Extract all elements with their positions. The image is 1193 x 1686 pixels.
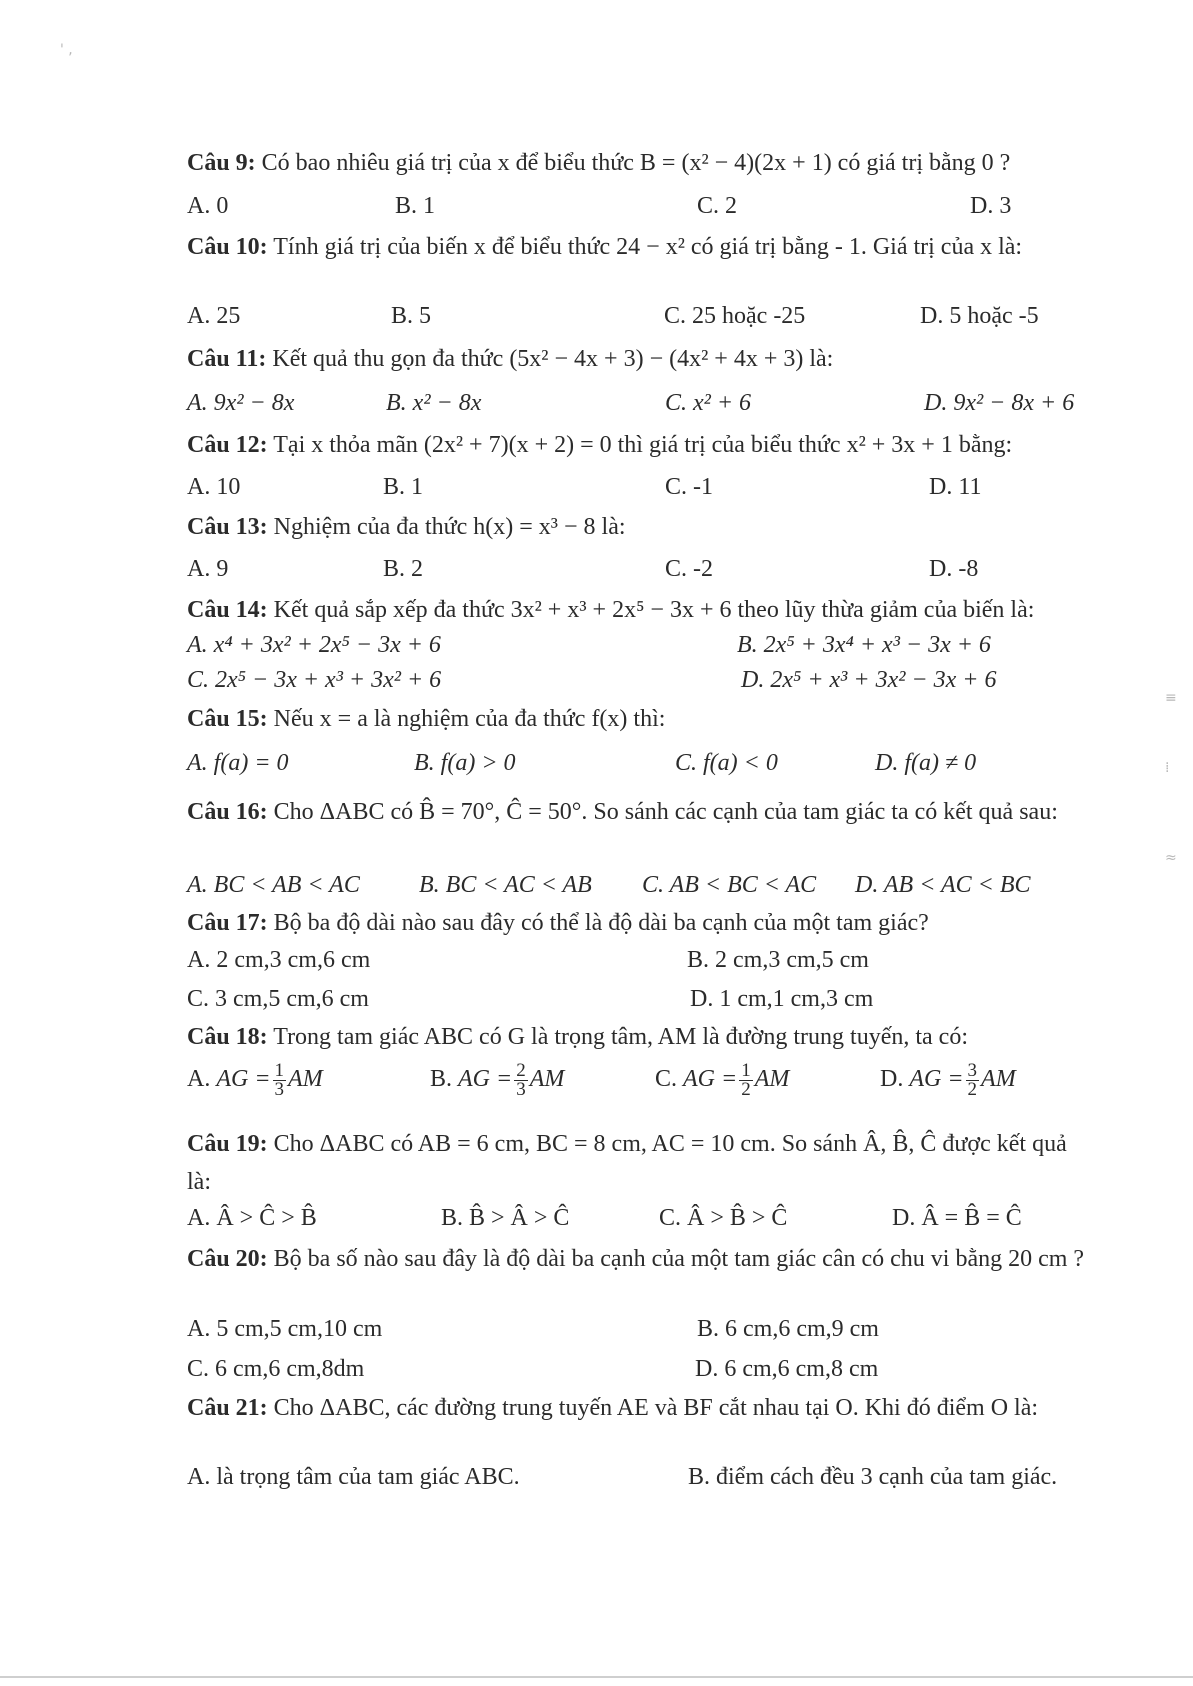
option-a: A. 2 cm,3 cm,6 cm <box>187 947 371 973</box>
option-a: A. 9x² − 8x <box>187 390 295 416</box>
option-d: D. 6 cm,6 cm,8 cm <box>695 1356 879 1382</box>
option-a: A. BC < AB < AC <box>187 872 360 898</box>
option-b: B. 5 <box>391 303 432 329</box>
scan-artifact-icon: ⁞ <box>1165 760 1170 776</box>
option-d: D. AB < AC < BC <box>855 872 1031 898</box>
option-c: C. 3 cm,5 cm,6 cm <box>187 986 369 1012</box>
option-label: C. <box>655 1066 678 1093</box>
option-c: C. 2 <box>697 193 738 219</box>
option-rhs: AM <box>288 1066 323 1093</box>
option-b: B. 2x⁵ + 3x⁴ + x³ − 3x + 6 <box>737 632 991 658</box>
question-number: Câu 16: <box>187 799 268 825</box>
fraction-numerator: 2 <box>516 1060 526 1081</box>
fraction-denominator: 2 <box>967 1079 978 1100</box>
option-c: C. x² + 6 <box>665 390 752 416</box>
option-c: C. 25 hoặc -25 <box>664 303 806 329</box>
option-d: D. Â = B̂ = Ĉ <box>892 1205 1022 1231</box>
question-number: Câu 18: <box>187 1024 268 1050</box>
fraction-denominator: 2 <box>741 1079 751 1100</box>
option-a: A. 9 <box>187 556 229 582</box>
option-c: C. f(a) < 0 <box>675 750 778 776</box>
option-rhs: AM <box>529 1066 565 1093</box>
question-11 <box>187 344 1087 374</box>
question-text: Trong tam giác ABC có G là trọng tâm, AM là đường trung tuyến, ta có: <box>273 1024 968 1050</box>
question-number: Câu 14: <box>187 597 268 623</box>
question-text: Có bao nhiêu giá trị của x để biểu thức B = (x² − 4)(2x + 1) có giá trị bằng 0 ? <box>261 150 1011 176</box>
fraction-numerator: 1 <box>274 1060 285 1081</box>
question-number: Câu 20: <box>187 1246 268 1272</box>
question-number: Câu 15: <box>187 706 268 732</box>
option-a: A. 25 <box>187 303 241 329</box>
option-d: D. 3 <box>970 193 1012 219</box>
option-d: D. 2x⁵ + x³ + 3x² − 3x + 6 <box>741 667 997 693</box>
question-10 <box>187 228 1082 266</box>
question-9 <box>187 148 1087 178</box>
option-lhs: AG = <box>458 1066 513 1093</box>
option-c: C. -2 <box>665 556 713 582</box>
option-d <box>880 1062 1016 1099</box>
option-b: B. x² − 8x <box>386 390 482 416</box>
option-a: A. 5 cm,5 cm,10 cm <box>187 1316 383 1342</box>
option-d: D. f(a) ≠ 0 <box>875 750 977 776</box>
question-number: Câu 17: <box>187 910 268 936</box>
option-b <box>430 1062 564 1099</box>
question-16 <box>187 793 1082 831</box>
question-text: Bộ ba số nào sau đây là độ dài ba cạnh của một tam giác cân có chu vi bằng 20 cm ? <box>273 1246 1085 1272</box>
option-d: D. -8 <box>929 556 979 582</box>
option-c: C. Â > B̂ > Ĉ <box>659 1205 788 1231</box>
option-b: B. f(a) > 0 <box>414 750 516 776</box>
fraction <box>514 1062 528 1099</box>
fraction-numerator: 1 <box>741 1060 751 1081</box>
fraction-denominator: 3 <box>516 1079 526 1100</box>
fraction <box>739 1062 753 1099</box>
option-c <box>655 1062 789 1099</box>
question-number: Câu 19: <box>187 1131 268 1157</box>
question-text: Nghiệm của đa thức h(x) = x³ − 8 là: <box>273 514 626 540</box>
option-d: D. 11 <box>929 474 982 500</box>
question-text: Tính giá trị của biến x để biểu thức 24 − x² có giá trị bằng - 1. Giá trị của x là: <box>273 234 1023 260</box>
scan-artifact-icon: ' , <box>60 42 73 58</box>
option-a: A. 0 <box>187 193 229 219</box>
question-13 <box>187 512 1087 542</box>
option-a: A. x⁴ + 3x² + 2x⁵ − 3x + 6 <box>187 632 441 658</box>
option-b: B. 2 <box>383 556 424 582</box>
option-label: D. <box>880 1066 904 1093</box>
question-17 <box>187 908 1087 938</box>
option-lhs: AG = <box>683 1066 738 1093</box>
question-text: Kết quả sắp xếp đa thức 3x² + x³ + 2x⁵ − 3x + 6 theo lũy thừa giảm của biến là: <box>273 597 1035 623</box>
option-a <box>187 1062 323 1099</box>
option-b: B. BC < AC < AB <box>419 872 592 898</box>
option-b: B. 1 <box>383 474 424 500</box>
option-b: B. 1 <box>395 193 436 219</box>
question-text: Cho ΔABC có AB = 6 cm, BC = 8 cm, AC = 10 cm. So sánh Â, B̂, Ĉ được kết quả là: <box>187 1131 1067 1195</box>
question-21 <box>187 1389 1092 1427</box>
question-text: Cho ΔABC có B̂ = 70°, Ĉ = 50°. So sánh các cạnh của tam giác ta có kết quả sau: <box>273 799 1058 825</box>
option-b: B. B̂ > Â > Ĉ <box>441 1205 570 1231</box>
scan-artifact-icon: ≈ <box>1165 850 1177 866</box>
question-text: Cho ΔABC, các đường trung tuyến AE và BF cắt nhau tại O. Khi đó điểm O là: <box>273 1395 1039 1421</box>
scan-edge-divider <box>0 1676 1193 1678</box>
option-a: A. Â > Ĉ > B̂ <box>187 1205 317 1231</box>
question-text: Tại x thỏa mãn (2x² + 7)(x + 2) = 0 thì giá trị của biểu thức x² + 3x + 1 bằng: <box>273 432 1013 458</box>
option-a: A. 10 <box>187 474 241 500</box>
question-14 <box>187 595 1087 625</box>
option-d: D. 9x² − 8x + 6 <box>924 390 1075 416</box>
fraction <box>966 1062 980 1099</box>
question-18 <box>187 1022 1087 1052</box>
question-text: Nếu x = a là nghiệm của đa thức f(x) thì: <box>273 706 666 732</box>
option-lhs: AG = <box>909 1066 964 1093</box>
option-c: C. 6 cm,6 cm,8dm <box>187 1356 365 1382</box>
option-b: B. 2 cm,3 cm,5 cm <box>687 947 869 973</box>
option-d: D. 1 cm,1 cm,3 cm <box>690 986 874 1012</box>
option-lhs: AG = <box>216 1066 271 1093</box>
scan-artifact-icon: ≡ <box>1165 690 1177 706</box>
question-number: Câu 11: <box>187 346 267 372</box>
question-text: Kết quả thu gọn đa thức (5x² − 4x + 3) − (4x² + 4x + 3) là: <box>272 346 834 372</box>
option-b: B. 6 cm,6 cm,9 cm <box>697 1316 879 1342</box>
question-number: Câu 13: <box>187 514 268 540</box>
question-number: Câu 12: <box>187 432 268 458</box>
option-b: B. điểm cách đều 3 cạnh của tam giác. <box>688 1464 1058 1490</box>
option-label: A. <box>187 1066 211 1093</box>
fraction <box>273 1062 287 1099</box>
question-15 <box>187 704 1087 734</box>
fraction-numerator: 3 <box>967 1060 978 1081</box>
option-rhs: AM <box>754 1066 790 1093</box>
question-number: Câu 9: <box>187 150 256 176</box>
option-d: D. 5 hoặc -5 <box>920 303 1039 329</box>
question-12 <box>187 430 1087 460</box>
question-text: Bộ ba độ dài nào sau đây có thể là độ dài ba cạnh của một tam giác? <box>273 910 929 936</box>
option-c: C. AB < BC < AC <box>642 872 817 898</box>
question-20 <box>187 1240 1087 1278</box>
question-number: Câu 21: <box>187 1395 268 1421</box>
option-rhs: AM <box>981 1066 1016 1093</box>
fraction-denominator: 3 <box>274 1079 285 1100</box>
option-c: C. -1 <box>665 474 713 500</box>
option-a: A. f(a) = 0 <box>187 750 289 776</box>
question-number: Câu 10: <box>187 234 268 260</box>
option-c: C. 2x⁵ − 3x + x³ + 3x² + 6 <box>187 667 442 693</box>
question-19 <box>187 1125 1087 1201</box>
option-a: A. là trọng tâm của tam giác ABC. <box>187 1464 520 1490</box>
option-label: B. <box>430 1066 453 1093</box>
